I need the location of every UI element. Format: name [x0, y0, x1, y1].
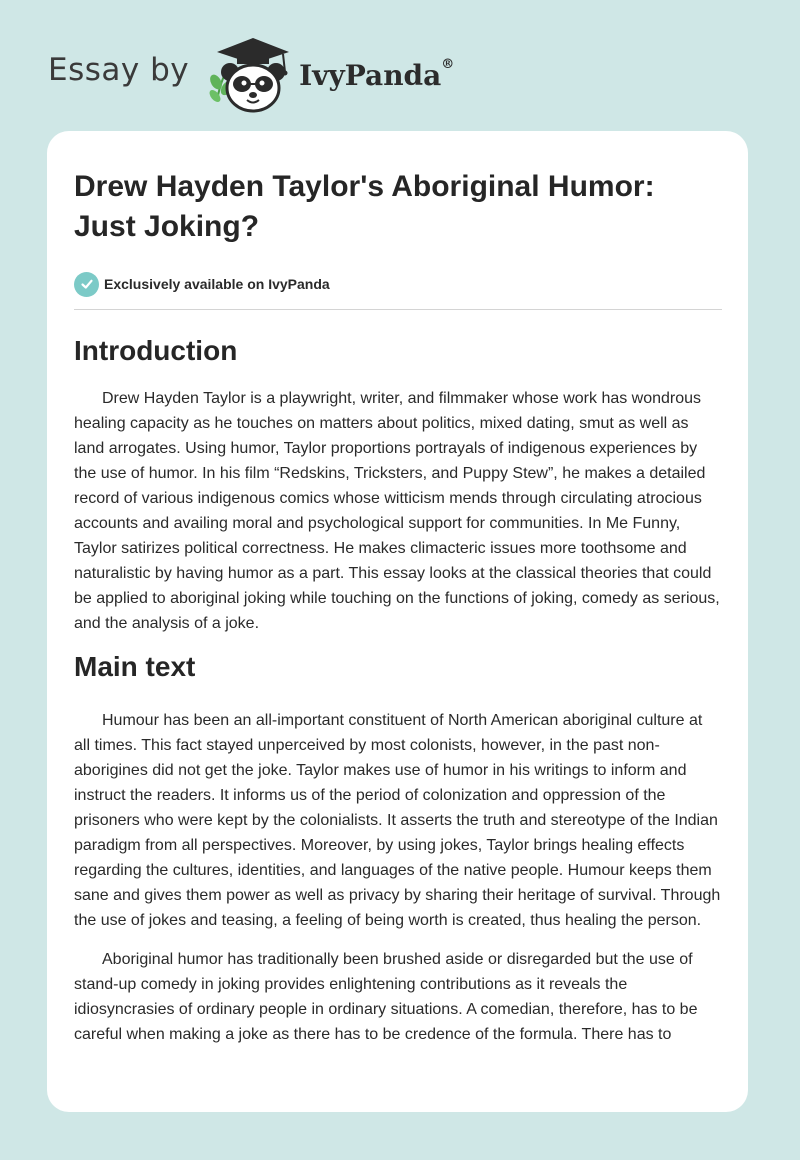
- paragraph: Drew Hayden Taylor is a playwright, writer, and filmmaker whose work has wondrous healing capacity as he touches on matters about politics, mixed dating, smut as well as land arrogates. Using humor, Taylor proportions portrayals of indigenous experiences by the use of humor. In his film “Redskins, Tricksters, and Puppy Stew”, he makes a detailed record of various indigenous comics whose witticism mends through circulating atrocious accounts and availing moral and psychological support for communities. In Me Funny, Taylor satirizes political correctness. He makes climacteric issues more toothsome and naturalistic by having humor as a part. This essay looks at the classical theories that could be applied to aboriginal joking while touching on the functions of joking, comedy as serious, and the analysis of a joke.: [74, 390, 720, 632]
- essay-content: [74, 167, 722, 1047]
- paragraph: Aboriginal humor has traditionally been brushed aside or disregarded but the use of stand-up comedy in joking provides enlightening contributions as it reveals the idiosyncrasies of ordinary people in ordinary situations. A comedian, therefore, has to be careful when making a joke as there has to be credence of the formula. There has to: [74, 951, 698, 1043]
- panda-graduate-icon: [203, 34, 295, 114]
- brand-name[interactable]: IvyPanda®: [299, 56, 455, 92]
- essay-by-label: Essay by: [48, 52, 190, 88]
- section-heading-introduction: Introduction: [74, 335, 238, 366]
- check-icon: [74, 272, 99, 297]
- essay-title: Drew Hayden Taylor's Aboriginal Humor: Just Joking?: [74, 170, 655, 243]
- section-heading-main-text: Main text: [74, 651, 196, 682]
- exclusive-badge: [74, 271, 722, 297]
- registered-mark: ®: [441, 56, 455, 72]
- site-header: [48, 34, 454, 114]
- paragraph: Humour has been an all-important constituent of North American aboriginal culture at all times. This fact stayed unperceived by most colonists, however, in the past non-aborigines did not get the joke. Taylor makes use of humor in his writings to inform and instruct the readers. It informs us of the period of colonization and oppression of the prisoners who were kept by the colonialists. It asserts the truth and stereotype of the Indian paradigm from all perspectives. Moreover, by using jokes, Taylor brings healing effects regarding the cultures, identities, and languages of the native people. Humour keeps them sane and gives them power as well as privacy by sharing their heritage of survival. Through the use of jokes and teasing, a feeling of being worth is created, thus healing the person.: [74, 712, 721, 929]
- badge-label: Exclusively available on IvyPanda: [104, 276, 330, 292]
- divider: [74, 309, 722, 310]
- essay-card: [47, 131, 748, 1112]
